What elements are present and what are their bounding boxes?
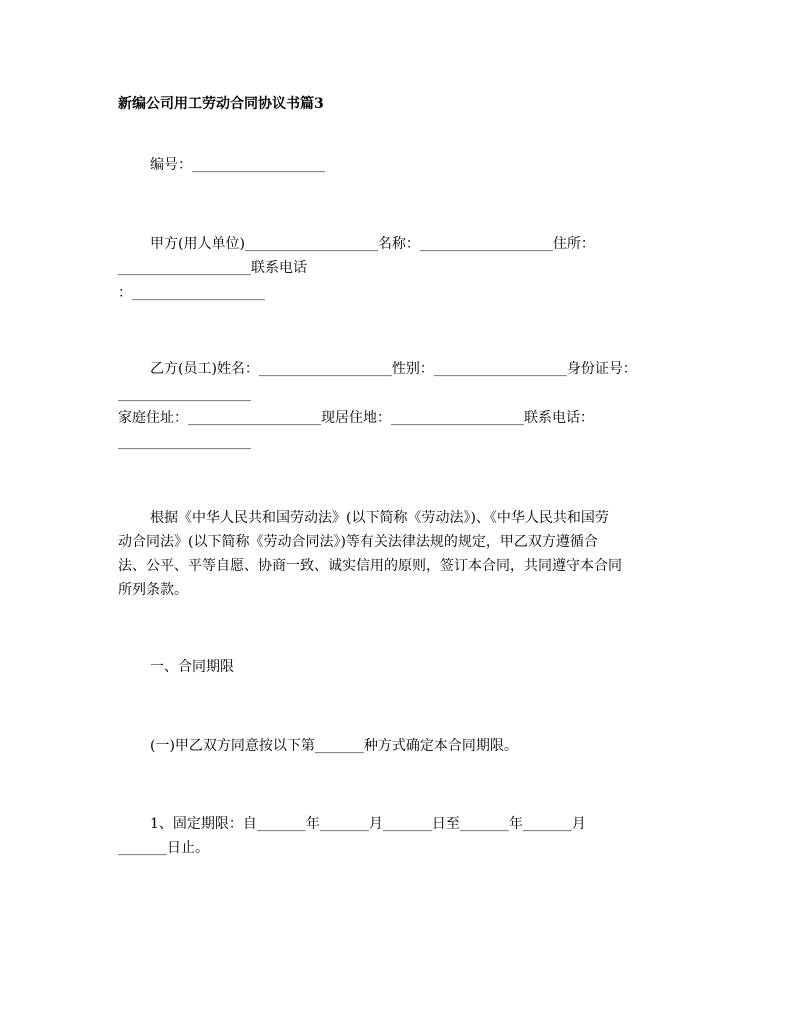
party-a-line-1: 甲方(用人单位)___________________名称：___________________住所： [150,236,595,252]
basis-line-4: 所列条款。 [118,582,188,598]
party-b-line-1: 乙方(员工)姓名：___________________性别：___________________身份证号： [150,361,637,377]
document-title: 新编公司用工劳动合同协议书篇3 [118,96,324,112]
clause-term-method: (一)甲乙双方同意按以下第_______种方式确定本合同期限。 [150,738,518,754]
section-heading-term: 一、合同期限 [150,659,234,675]
fixed-term-line-2: _______日止。 [118,840,209,856]
fixed-term-line-1: 1、固定期限：自_______年_______月_______日至_______年_______月 [150,816,586,832]
party-b-line-3: 家庭住址：___________________现居住地：___________________联系电话： [118,410,594,426]
basis-line-2: 动合同法》(以下简称《劳动合同法》)等有关法律法规的规定，甲乙双方遵循合 [118,534,598,550]
party-b-line-2: ___________________ [118,386,251,402]
party-a-line-2: ___________________联系电话 [118,260,307,276]
basis-line-3: 法、公平、平等自愿、协商一致、诚实信用的原则，签订本合同，共同遵守本合同 [118,558,622,574]
party-a-line-3: ：___________________ [118,285,265,301]
basis-line-1: 根据《中华人民共和国劳动法》(以下简称《劳动法》)、《中华人民共和国劳 [150,510,609,526]
contract-number-line: 编号：___________________ [150,157,325,173]
party-b-line-4: ___________________ [118,434,251,450]
